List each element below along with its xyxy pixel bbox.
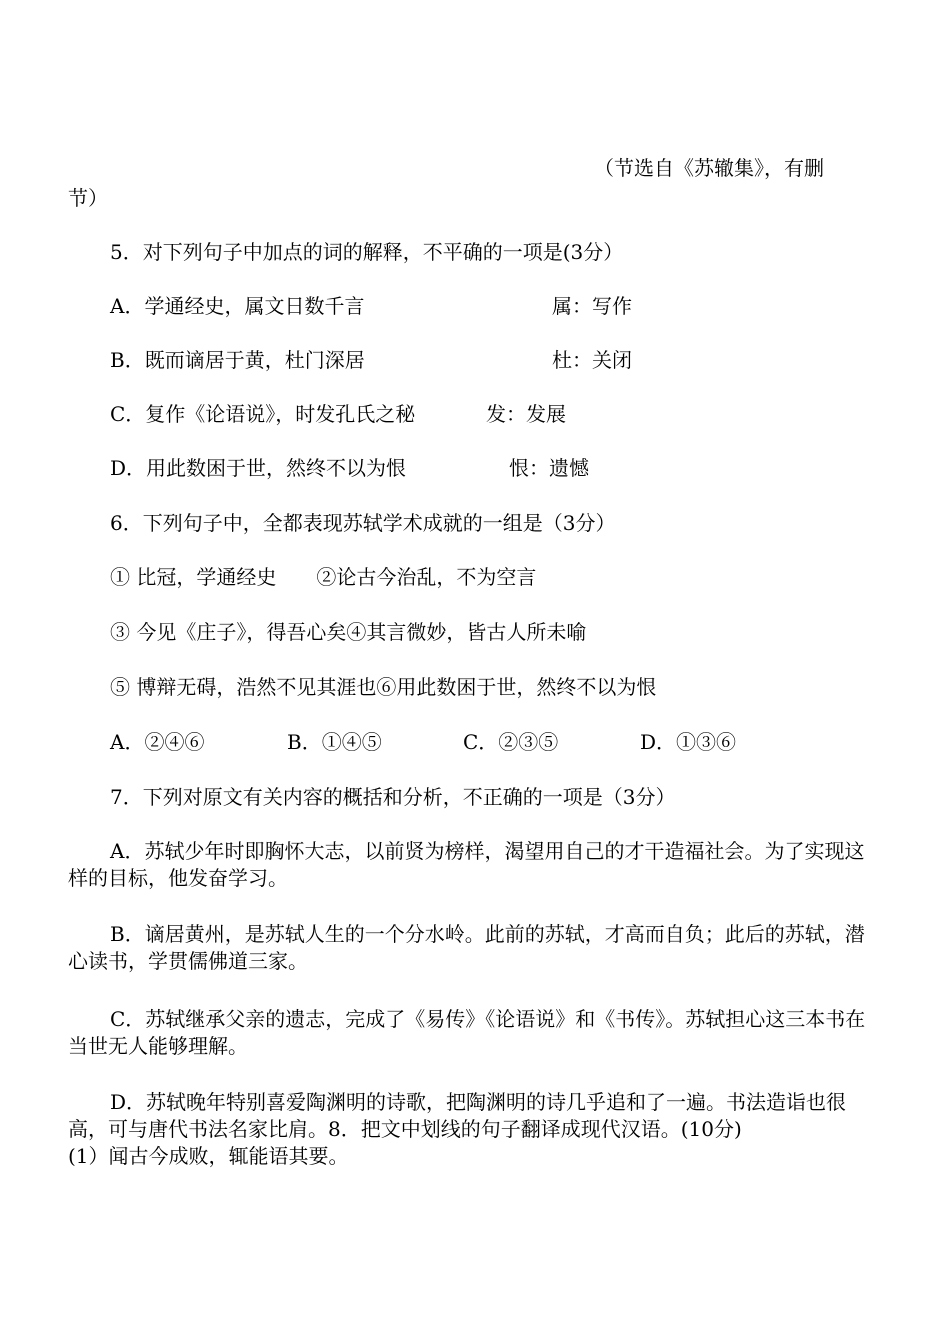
q5-gloss-b: 杜：关闭 (552, 348, 632, 372)
q5-option-c: C．复作《论语说》，时发孔氏之秘 (110, 402, 416, 426)
q5-gloss-d: 恨：遗憾 (509, 456, 589, 480)
source-line-2: 节） (68, 186, 108, 210)
q6-item-row-1: ① 比冠，学通经史 ②论古今治乱，不为空言 (110, 565, 537, 589)
q6-choice-a: A．②④⑥ (110, 730, 205, 754)
q6-choice-d: D．①③⑥ (640, 730, 737, 754)
q6-stem: 6．下列句子中，全都表现苏轼学术成就的一组是（3分） (110, 511, 616, 535)
q7-option-d: D．苏轼晚年特别喜爱陶渊明的诗歌，把陶渊明的诗几乎追和了一遍。书法造诣也很高，可与唐代书法名家比肩。8．把文中划线的句子翻译成现代汉语。(10分) (68, 1090, 847, 1141)
q6-item-row-2: ③ 今见《庄子》，得吾心矣④其言微妙，皆古人所未喻 (110, 620, 587, 644)
q7-option-b: B．谪居黄州，是苏轼人生的一个分水岭。此前的苏轼，才高而自负；此后的苏轼，潜心读书，学贯儒佛道三家。 (68, 922, 865, 973)
q5-option-d: D．用此数困于世，然终不以为恨 (110, 456, 407, 480)
q5-gloss-c: 发：发展 (486, 402, 566, 426)
q5-option-b: B．既而谪居于黄，杜门深居 (110, 348, 365, 372)
q7-stem: 7．下列对原文有关内容的概括和分析，不正确的一项是（3分） (110, 785, 676, 809)
q5-option-a: A．学通经史，属文日数千言 (110, 294, 365, 318)
q6-choice-b: B．①④⑤ (287, 730, 382, 754)
q7-option-c: C．苏轼继承父亲的遗志，完成了《易传》《论语说》和《书传》。苏轼担心这三本书在当世无人能够理解。 (68, 1007, 866, 1058)
q5-gloss-a: 属：写作 (552, 294, 632, 318)
q7-option-a: A．苏轼少年时即胸怀大志，以前贤为榜样，渴望用自己的才干造福社会。为了实现这样的目标，他发奋学习。 (68, 839, 865, 890)
q8-item-1: (1）闻古今成败，辄能语其要。 (68, 1144, 349, 1168)
q6-item-row-3: ⑤ 博辩无碍，浩然不见其涯也⑥用此数困于世，然终不以为恨 (110, 675, 657, 699)
q5-stem: 5．对下列句子中加点的词的解释，不平确的一项是(3分） (110, 240, 624, 264)
source-line-1: （节选自《苏辙集》，有删 (594, 156, 824, 180)
q6-choice-c: C．②③⑤ (463, 730, 559, 754)
